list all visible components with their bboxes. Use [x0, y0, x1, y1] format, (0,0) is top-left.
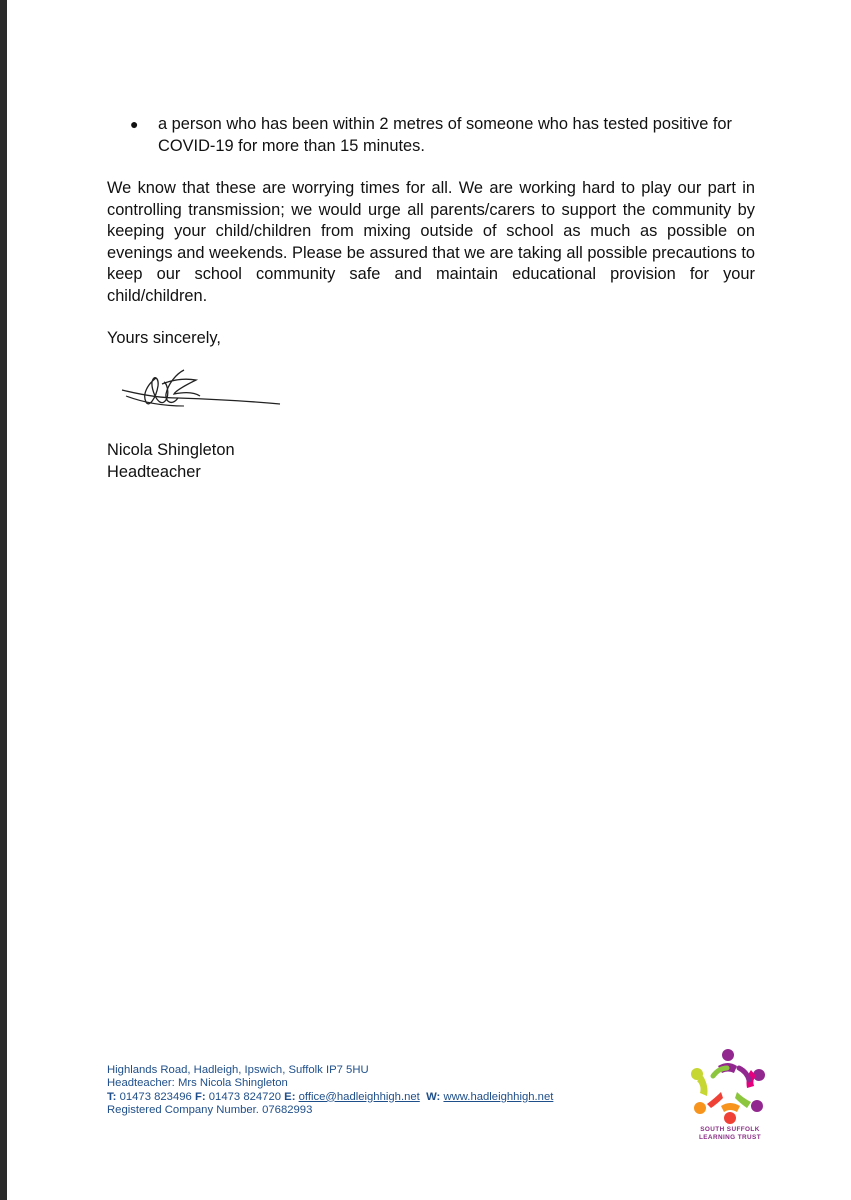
logo-line-2: LEARNING TRUST [698, 1134, 762, 1141]
tel-number: 01473 823496 [119, 1090, 192, 1103]
bullet-icon: ● [130, 116, 139, 132]
signer-title: Headteacher [107, 462, 201, 481]
body-paragraph: We know that these are worrying times for all. We are working hard to play our part in controlling transmission; we would urge all parents/carers to support the community by keeping your child/children from mixing outside of school as much as possible on evenings and weekends. Please be assured that we are taking all possible precautions to keep our school community safe and maintain educational provision for your child/children. [107, 179, 755, 305]
logo-line-1: SOUTH SUFFOLK [700, 1126, 760, 1133]
logo-figure-lower-right [735, 1092, 763, 1112]
footer-headteacher: Headteacher: Mrs Nicola Shingleton [107, 1077, 288, 1090]
fax-label: F [194, 1090, 202, 1103]
tel-label: T [107, 1090, 113, 1103]
signer-name: Nicola Shingleton [107, 441, 235, 459]
logo-figure-left [691, 1068, 708, 1096]
footer [107, 1064, 553, 1117]
logo-wordmark [685, 1126, 775, 1142]
footer-registration: Registered Company Number. 07682993 [107, 1103, 313, 1116]
email-link[interactable]: office@hadleighhigh.net [298, 1090, 420, 1103]
footer-address: Highlands Road, Hadleigh, Ipswich, Suffolk IP7 5HU [107, 1064, 369, 1076]
web-link[interactable]: www.hadleighhigh.net [443, 1090, 554, 1103]
bullet-text: a person who has been within 2 metres of someone who has tested positive for COVID-19 for more than 15 minutes. [158, 115, 733, 155]
web-label: W [426, 1090, 437, 1103]
closing-line: Yours sincerely, [107, 329, 221, 347]
bullet-item [107, 114, 755, 157]
email-label: E [284, 1090, 292, 1103]
signer-block [107, 440, 235, 483]
fax-number: 01473 824720 [208, 1090, 282, 1103]
signature-image [118, 362, 288, 417]
page-edge [0, 0, 7, 1200]
logo-figure-bottom [721, 1103, 740, 1124]
logo-figure-lower-left [694, 1092, 723, 1114]
letter-body [107, 114, 755, 350]
footer-contact: T: 01473 823496 F: 01473 824720 E: office@hadleighhigh.net W: www.hadleighhigh.net [107, 1090, 554, 1103]
